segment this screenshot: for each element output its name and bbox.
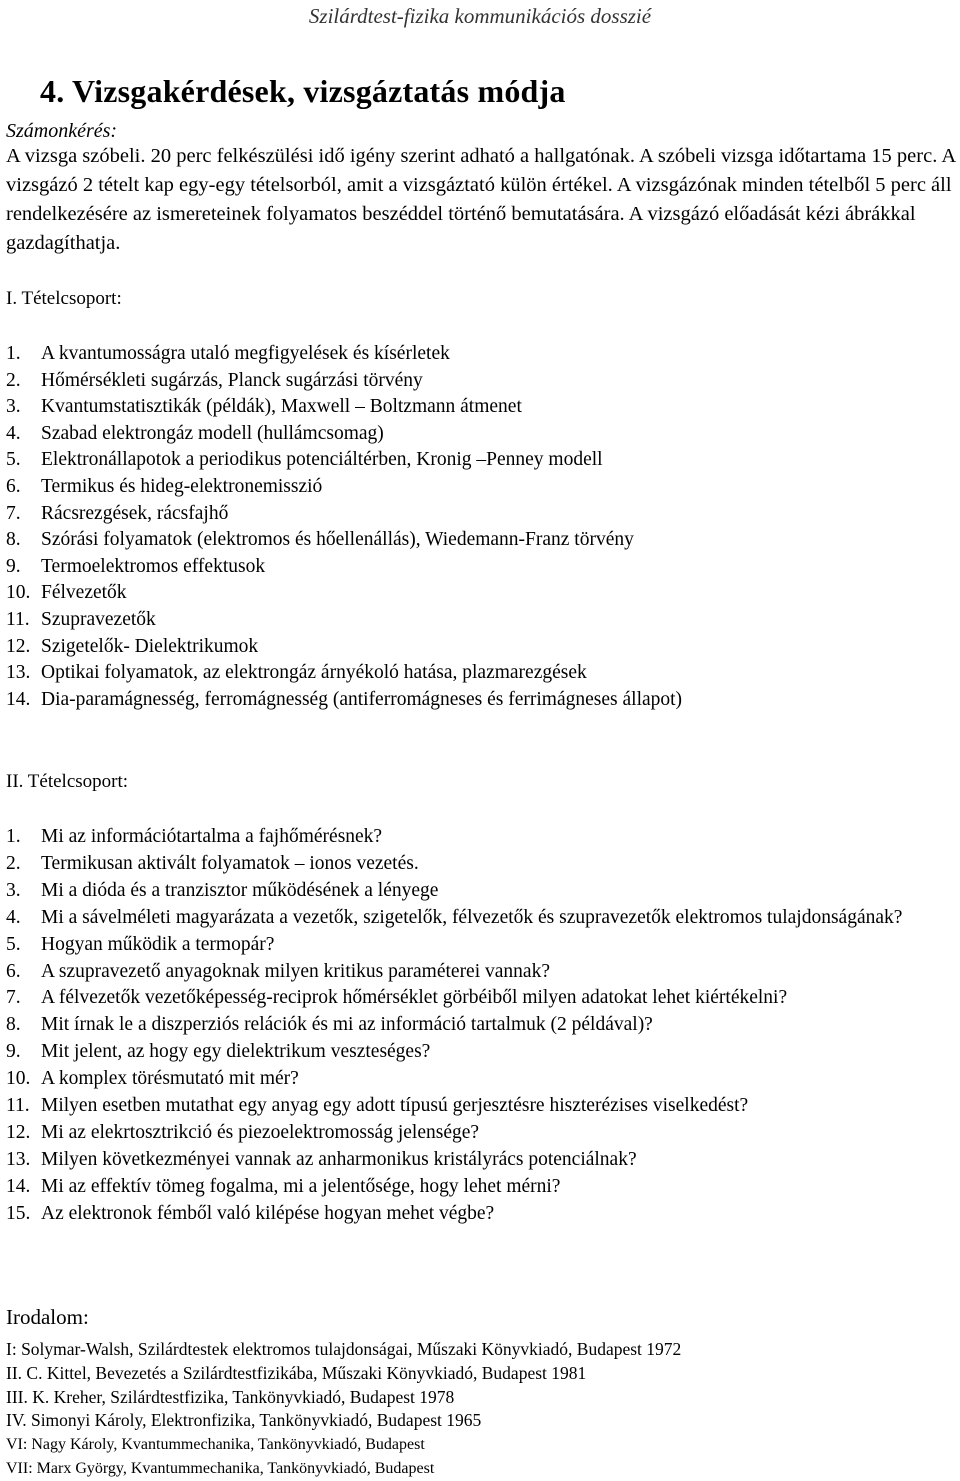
item-number: 7. <box>6 987 21 1009</box>
list-item <box>6 1147 946 1174</box>
item-number: 11. <box>6 608 30 630</box>
list-item <box>6 341 946 368</box>
list-item <box>6 634 946 661</box>
list-item <box>6 1174 946 1201</box>
item-number: 2. <box>6 852 21 874</box>
item-text: Termikusan aktivált folyamatok – ionos vezetés. <box>41 852 419 874</box>
item-number: 9. <box>6 555 21 577</box>
list-item <box>6 580 946 607</box>
page-title: 4. Vizsgakérdések, vizsgáztatás módja <box>40 73 566 109</box>
literature-title: Irodalom: <box>6 1305 89 1329</box>
item-text: Mi az elekrtosztrikció és piezoelektromosság jelensége? <box>41 1121 480 1143</box>
list-item <box>6 985 946 1012</box>
list-item <box>6 932 946 959</box>
item-number: 4. <box>6 422 21 444</box>
list-item <box>6 394 946 421</box>
list-item <box>6 687 946 714</box>
group1-list <box>6 341 946 713</box>
list-item <box>6 527 946 554</box>
item-number: 9. <box>6 1041 21 1063</box>
item-text: A kvantumosságra utaló megfigyelések és kísérletek <box>41 343 450 364</box>
item-text: Szórási folyamatok (elektromos és hőellenállás), Wiedemann-Franz törvény <box>41 529 634 551</box>
item-text: Mi a dióda és a tranzisztor működésének a lényege <box>41 879 439 901</box>
item-number: 1. <box>6 826 21 847</box>
list-item <box>6 474 946 501</box>
item-text: Mi az információtartalma a fajhőmérésnek? <box>41 826 383 847</box>
list-item <box>6 1066 946 1093</box>
item-text: Szigetelők- Dielektrikumok <box>41 635 259 657</box>
item-text: Termoelektromos effektusok <box>41 555 266 577</box>
item-number: 8. <box>6 529 21 551</box>
group2-list <box>6 824 946 1228</box>
item-text: Mit jelent, az hogy egy dielektrikum veszteséges? <box>41 1041 431 1063</box>
item-text: Optikai folyamatok, az elektrongáz árnyékoló hatása, plazmarezgések <box>41 662 587 684</box>
reference-item: IV. Simonyi Károly, Elektronfizika, Tankönyvkiadó, Budapest 1965 <box>6 1410 482 1431</box>
item-number: 6. <box>6 475 21 497</box>
item-number: 5. <box>6 449 21 471</box>
item-number: 15. <box>6 1202 31 1224</box>
reference-item: III. K. Kreher, Szilárdtestfizika, Tankönyvkiadó, Budapest 1978 <box>6 1386 455 1407</box>
item-text: Milyen következményei vannak az anharmonikus kristályrács potenciálnak? <box>41 1148 637 1170</box>
item-number: 12. <box>6 635 31 657</box>
item-number: 3. <box>6 396 21 418</box>
item-number: 14. <box>6 688 31 710</box>
list-item <box>6 959 946 986</box>
item-number: 4. <box>6 906 21 928</box>
item-text: Termikus és hideg-elektronemisszió <box>41 475 323 497</box>
list-item <box>6 607 946 634</box>
list-item <box>6 447 946 474</box>
item-number: 10. <box>6 1068 31 1090</box>
item-number: 13. <box>6 1148 31 1170</box>
item-text: Milyen esetben mutathat egy anyag egy adott típusú gerjesztésre hiszterézises viselkedést? <box>41 1095 749 1117</box>
section-subtitle: Számonkérés: <box>6 120 118 142</box>
list-item <box>6 1120 946 1147</box>
list-item <box>6 878 946 905</box>
item-text: Az elektronok fémből való kilépése hogyan mehet végbe? <box>41 1202 495 1224</box>
reference-item: I: Solymar-Walsh, Szilárdtestek elektromos tulajdonságai, Műszaki Könyvkiadó, Budapest 1972 <box>6 1339 682 1359</box>
item-number: 8. <box>6 1014 21 1036</box>
reference-item: VII: Marx György, Kvantummechanika, Tankönyvkiadó, Budapest <box>6 1459 435 1477</box>
list-item <box>6 1093 946 1120</box>
item-text: A szupravezető anyagoknak milyen kritikus paraméterei vannak? <box>41 960 550 982</box>
item-text: A félvezetők vezetőképesség-reciprok hőmérséklet görbéiből milyen adatokat lehet kiértékelni? <box>41 987 788 1009</box>
page-header: Szilárdtest-fizika kommunikációs dosszié <box>308 4 652 28</box>
item-text: Szupravezetők <box>41 608 156 630</box>
item-number: 5. <box>6 933 21 955</box>
reference-item: II. C. Kittel, Bevezetés a Szilárdtestfizikába, Műszaki Könyvkiadó, Budapest 1981 <box>6 1362 587 1383</box>
item-number: 10. <box>6 582 31 604</box>
item-number: 14. <box>6 1175 31 1197</box>
item-number: 12. <box>6 1121 31 1143</box>
item-text: Kvantumstatisztikák (példák), Maxwell – Boltzmann átmenet <box>41 396 522 418</box>
list-item <box>6 1012 946 1039</box>
intro-paragraph: A vizsga szóbeli. 20 perc felkészülési idő igény szerint adható a hallgatónak. A szóbeli vizsga időtartama 15 perc. A vizsgázó 2 tételt kap egy-egy tételsorból, amit a vizsgáztató külön értékel. A vizsgázónak minden tételből 5 perc áll rendelkezésére az ismereteinek folyamatos beszéddel történő bemutatására. A vizsgázó előadását kézi ábrákkal gazdagíthatja. <box>6 145 955 254</box>
item-number: 11. <box>6 1095 30 1117</box>
item-number: 7. <box>6 502 21 524</box>
item-number: 2. <box>6 369 21 391</box>
list-item <box>6 501 946 528</box>
list-item <box>6 851 946 878</box>
item-text: Szabad elektrongáz modell (hullámcsomag) <box>41 422 384 444</box>
list-item <box>6 421 946 448</box>
item-text: Dia-paramágnesség, ferromágnesség (antiferromágneses és ferrimágneses állapot) <box>41 688 683 710</box>
item-text: Hőmérsékleti sugárzás, Planck sugárzási törvény <box>41 369 423 391</box>
item-text: Félvezetők <box>41 582 127 604</box>
list-item <box>6 824 946 851</box>
item-text: Mi az effektív tömeg fogalma, mi a jelentősége, hogy lehet mérni? <box>41 1175 561 1197</box>
literature-list <box>6 1338 681 1481</box>
list-item <box>6 905 946 932</box>
item-text: Hogyan működik a termopár? <box>41 933 275 955</box>
item-number: 13. <box>6 662 31 684</box>
item-number: 3. <box>6 879 21 901</box>
reference-item: VI: Nagy Károly, Kvantummechanika, Tankönyvkiadó, Budapest <box>6 1436 425 1454</box>
item-text: Mi a sávelméleti magyarázata a vezetők, szigetelők, félvezetők és szupravezetők elektromos tulajdonságának? <box>41 906 903 928</box>
list-item <box>6 1201 946 1228</box>
group1-title: I. Tételcsoport: <box>6 288 122 309</box>
list-item <box>6 660 946 687</box>
item-text: Elektronállapotok a periodikus potenciáltérben, Kronig –Penney modell <box>41 449 603 471</box>
list-item <box>6 1039 946 1066</box>
item-text: A komplex törésmutató mit mér? <box>41 1068 299 1090</box>
item-number: 6. <box>6 960 21 982</box>
list-item <box>6 368 946 395</box>
item-number: 1. <box>6 343 21 364</box>
item-text: Rácsrezgések, rácsfajhő <box>41 502 229 524</box>
group2-title: II. Tételcsoport: <box>6 771 129 792</box>
list-item <box>6 554 946 581</box>
item-text: Mit írnak le a diszperziós relációk és mi az információ tartalmuk (2 példával)? <box>41 1014 653 1036</box>
